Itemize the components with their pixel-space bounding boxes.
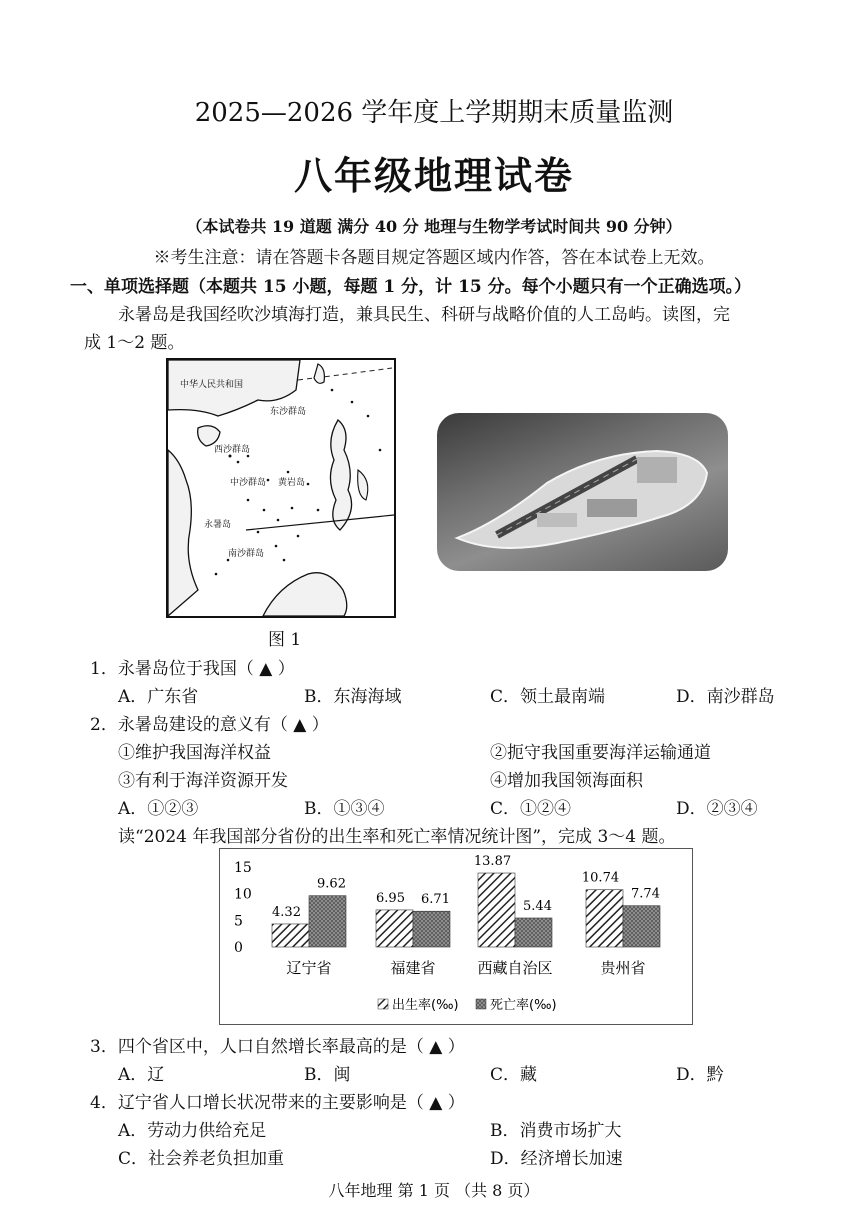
- south-china-sea-map: [166, 358, 396, 618]
- q4-stem: 4．辽宁省人口增长状况带来的主要影响是（ ▲ ）: [90, 1093, 465, 1113]
- q3-stem: 3．四个省区中，人口自然增长率最高的是（ ▲ ）: [90, 1037, 465, 1057]
- q1-stem: 1．永暑岛位于我国（ ▲ ）: [90, 659, 295, 679]
- q2-item-4: ④增加我国领海面积: [490, 771, 643, 791]
- map-label-dongsha: 东沙群岛: [270, 407, 307, 417]
- exam-info: （本试卷共 19 道题 满分 40 分 地理与生物学考试时间共 90 分钟）: [186, 217, 682, 236]
- intro-line-1: 永暑岛是我国经吹沙填海打造，兼具民生、科研与战略价值的人工岛屿。读图，完: [118, 305, 730, 325]
- yongshu-island-photo: [437, 413, 728, 571]
- y-tick-label: 0: [234, 940, 243, 956]
- island-drawing: [437, 413, 728, 571]
- y-tick-label: 15: [234, 860, 252, 876]
- map-label-yongshu: 永暑岛: [204, 520, 232, 530]
- map-label-nansha: 南沙群岛: [228, 549, 265, 559]
- bar-death: [309, 896, 346, 947]
- bar-death: [515, 918, 552, 947]
- y-tick-label: 10: [234, 886, 252, 903]
- bar-value-label: 7.74: [631, 886, 660, 902]
- q2-item-1: ①维护我国海洋权益: [118, 743, 271, 763]
- category-label: 西藏自治区: [477, 959, 553, 977]
- bar-birth: [586, 890, 623, 947]
- q4-option-b: B．消费市场扩大: [490, 1121, 622, 1141]
- q3-option-d: D．黔: [676, 1065, 724, 1085]
- q1-option-a: A．广东省: [118, 687, 199, 707]
- q2-option-b: B．①③④: [304, 799, 385, 819]
- y-tick-label: 5: [234, 913, 243, 930]
- bar-value-label: 6.95: [376, 890, 405, 906]
- q3-option-c: C．藏: [490, 1065, 538, 1085]
- chart-svg: [220, 849, 692, 1024]
- legend-swatch-death: [476, 999, 486, 1009]
- q4-option-c: C．社会养老负担加重: [118, 1149, 285, 1169]
- q3-option-a: A．辽: [118, 1065, 165, 1085]
- bar-value-label: 9.62: [317, 876, 346, 892]
- year-title: 2025—2026 学年度上学期期末质量监测: [194, 98, 674, 128]
- exam-notice: ※考生注意：请在答题卡各题目规定答题区域内作答，答在本试卷上无效。: [153, 248, 715, 268]
- map-label-zhongsha: 中沙群岛: [230, 478, 267, 488]
- bar-birth: [272, 924, 309, 947]
- map-label-xisha: 西沙群岛: [214, 445, 251, 455]
- q4-option-a: A．劳动力供给充足: [118, 1121, 267, 1141]
- bar-birth: [478, 873, 515, 947]
- q2-option-a: A．①②③: [118, 799, 199, 819]
- category-label: 贵州省: [600, 959, 646, 977]
- category-label: 辽宁省: [286, 959, 332, 977]
- category-label: 福建省: [390, 959, 436, 977]
- q2-option-d: D．②③④: [676, 799, 758, 819]
- bar-value-label: 5.44: [523, 898, 552, 914]
- map-label-huangyan: 黄岩岛: [278, 478, 306, 488]
- q2-stem: 2．永暑岛建设的意义有（ ▲ ）: [90, 715, 329, 735]
- q2-option-c: C．①②④: [490, 799, 572, 819]
- q1-option-d: D．南沙群岛: [676, 687, 775, 707]
- figure-caption: 图 1: [268, 630, 302, 650]
- q2-item-2: ②扼守我国重要海洋运输通道: [490, 743, 711, 763]
- legend-label-death: 死亡率(‰): [490, 998, 557, 1013]
- bar-value-label: 6.71: [421, 892, 450, 908]
- map-drawing: [168, 360, 394, 616]
- legend-label-birth: 出生率(‰): [392, 998, 459, 1013]
- q2-item-3: ③有利于海洋资源开发: [118, 771, 288, 791]
- exam-title: 八年级地理试卷: [293, 153, 574, 198]
- birth-death-rate-chart: [219, 848, 693, 1025]
- map-label-prc: 中华人民共和国: [180, 380, 244, 390]
- intro-line-2: 成 1～2 题。: [84, 333, 185, 353]
- bar-value-label: 13.87: [473, 854, 512, 870]
- bar-death: [413, 911, 450, 947]
- bar-death: [623, 906, 660, 947]
- bar-value-label: 10.74: [581, 870, 620, 886]
- bar-value-label: 4.32: [272, 904, 301, 920]
- bar-birth: [376, 910, 413, 947]
- legend-swatch-birth: [378, 999, 388, 1009]
- q1-option-b: B．东海海域: [304, 687, 402, 707]
- q3-option-b: B．闽: [304, 1065, 351, 1085]
- q1-option-c: C．领土最南端: [490, 687, 606, 707]
- page-footer: 八年地理 第 1 页 （共 8 页）: [328, 1181, 540, 1200]
- section-title: 一、单项选择题（本题共 15 小题，每题 1 分，计 15 分。每个小题只有一个正确选项。）: [70, 277, 752, 297]
- chart-intro: 读“2024 年我国部分省份的出生率和死亡率情况统计图”，完成 3～4 题。: [118, 827, 676, 847]
- q4-option-d: D．经济增长加速: [490, 1149, 623, 1169]
